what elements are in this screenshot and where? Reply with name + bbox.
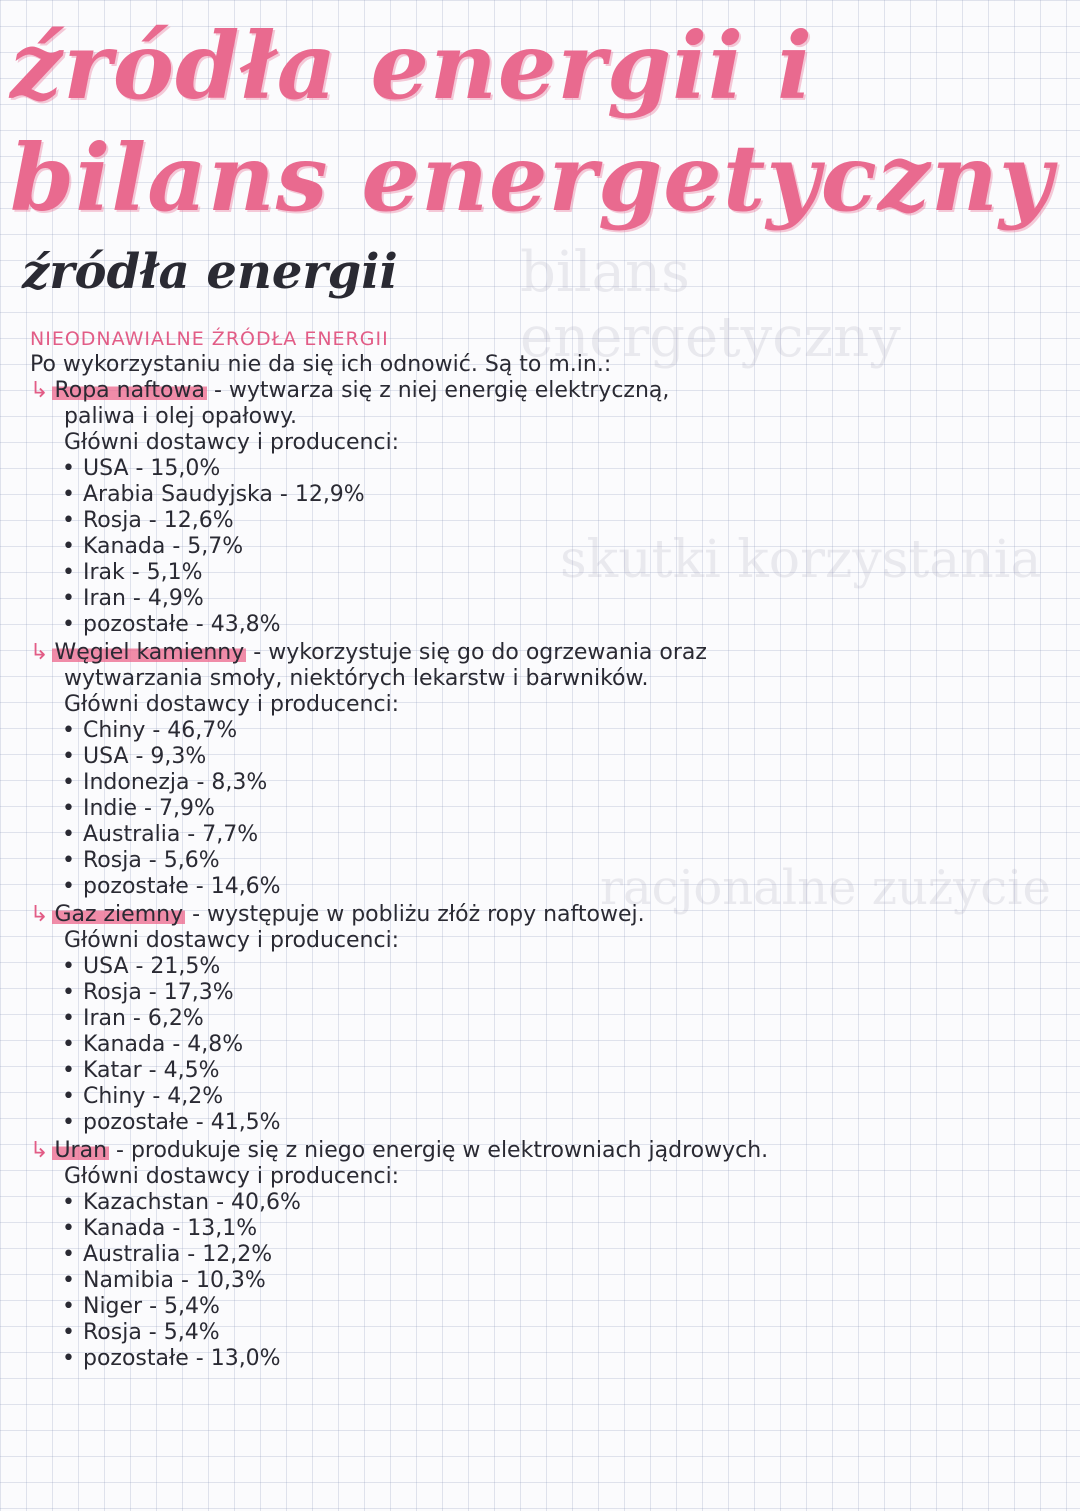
oil-desc-2: paliwa i olej opałowy. (64, 404, 297, 429)
oil-item: • Kanada - 5,7% (62, 534, 243, 560)
gas-line (30, 902, 645, 928)
arrow-icon: ↳ (30, 378, 49, 403)
uranium-item: • Namibia - 10,3% (62, 1268, 266, 1294)
gas-desc: - występuje w pobliżu złóż ropy naftowej. (192, 902, 645, 927)
oil-item: • Irak - 5,1% (62, 560, 203, 586)
uranium-item: • Rosja - 5,4% (62, 1320, 220, 1346)
uranium-item: • pozostałe - 13,0% (62, 1346, 281, 1372)
uranium-item: • Australia - 12,2% (62, 1242, 272, 1268)
gas-suppliers-label: Główni dostawcy i producenci: (64, 928, 400, 953)
oil-name: Ropa naftowa (54, 378, 205, 403)
coal-desc-2: wytwarzania smoły, niektórych lekarstw i barwników. (64, 666, 649, 691)
gas-item: • Iran - 6,2% (62, 1006, 204, 1032)
uranium-item: • Niger - 5,4% (62, 1294, 220, 1320)
intro-text: Po wykorzystaniu nie da się ich odnowić. Są to m.in.: (30, 352, 612, 377)
page-title-line2: bilans energetyczny (10, 124, 1054, 232)
gas-item: • Kanada - 4,8% (62, 1032, 243, 1058)
oil-suppliers-label: Główni dostawcy i producenci: (64, 430, 400, 455)
coal-suppliers-label: Główni dostawcy i producenci: (64, 692, 400, 717)
gas-item: • pozostałe - 41,5% (62, 1110, 281, 1136)
bleed-through-heading: racjonalne zużycie (600, 860, 1051, 916)
section-subtitle: źródła energii (22, 244, 398, 300)
coal-item: • Indie - 7,9% (62, 796, 215, 822)
coal-name: Węgiel kamienny (54, 640, 245, 665)
gas-item: • USA - 21,5% (62, 954, 220, 980)
gas-item: • Katar - 4,5% (62, 1058, 219, 1084)
coal-item: • Australia - 7,7% (62, 822, 258, 848)
gas-item: • Chiny - 4,2% (62, 1084, 223, 1110)
gas-name: Gaz ziemny (54, 902, 184, 927)
oil-item: • pozostałe - 43,8% (62, 612, 281, 638)
bleed-through-heading: bilans energetyczny (520, 240, 901, 370)
coal-item: • USA - 9,3% (62, 744, 206, 770)
uranium-line (30, 1138, 768, 1164)
nonrenewable-heading: NIEODNAWIALNE ŹRÓDŁA ENERGII (30, 328, 389, 350)
coal-item: • pozostałe - 14,6% (62, 874, 281, 900)
coal-item: • Chiny - 46,7% (62, 718, 237, 744)
arrow-icon: ↳ (30, 902, 49, 927)
uranium-item: • Kazachstan - 40,6% (62, 1190, 301, 1216)
oil-line (30, 378, 669, 404)
page-title-line1: źródła energii i (10, 12, 814, 120)
oil-item: • Rosja - 12,6% (62, 508, 234, 534)
coal-item: • Indonezja - 8,3% (62, 770, 267, 796)
bleed-through-heading: skutki korzystania (560, 530, 1042, 590)
gas-item: • Rosja - 17,3% (62, 980, 234, 1006)
oil-item: • Arabia Saudyjska - 12,9% (62, 482, 365, 508)
uranium-name: Uran (54, 1138, 108, 1163)
arrow-icon: ↳ (30, 1138, 49, 1163)
uranium-desc: - produkuje się z niego energię w elektrowniach jądrowych. (116, 1138, 769, 1163)
oil-desc: - wytwarza się z niej energię elektryczną, (213, 378, 670, 403)
uranium-item: • Kanada - 13,1% (62, 1216, 257, 1242)
coal-line (30, 640, 707, 666)
oil-item: • USA - 15,0% (62, 456, 220, 482)
arrow-icon: ↳ (30, 640, 49, 665)
coal-item: • Rosja - 5,6% (62, 848, 220, 874)
coal-desc: - wykorzystuje się go do ogrzewania oraz (253, 640, 707, 665)
uranium-suppliers-label: Główni dostawcy i producenci: (64, 1164, 400, 1189)
oil-item: • Iran - 4,9% (62, 586, 204, 612)
